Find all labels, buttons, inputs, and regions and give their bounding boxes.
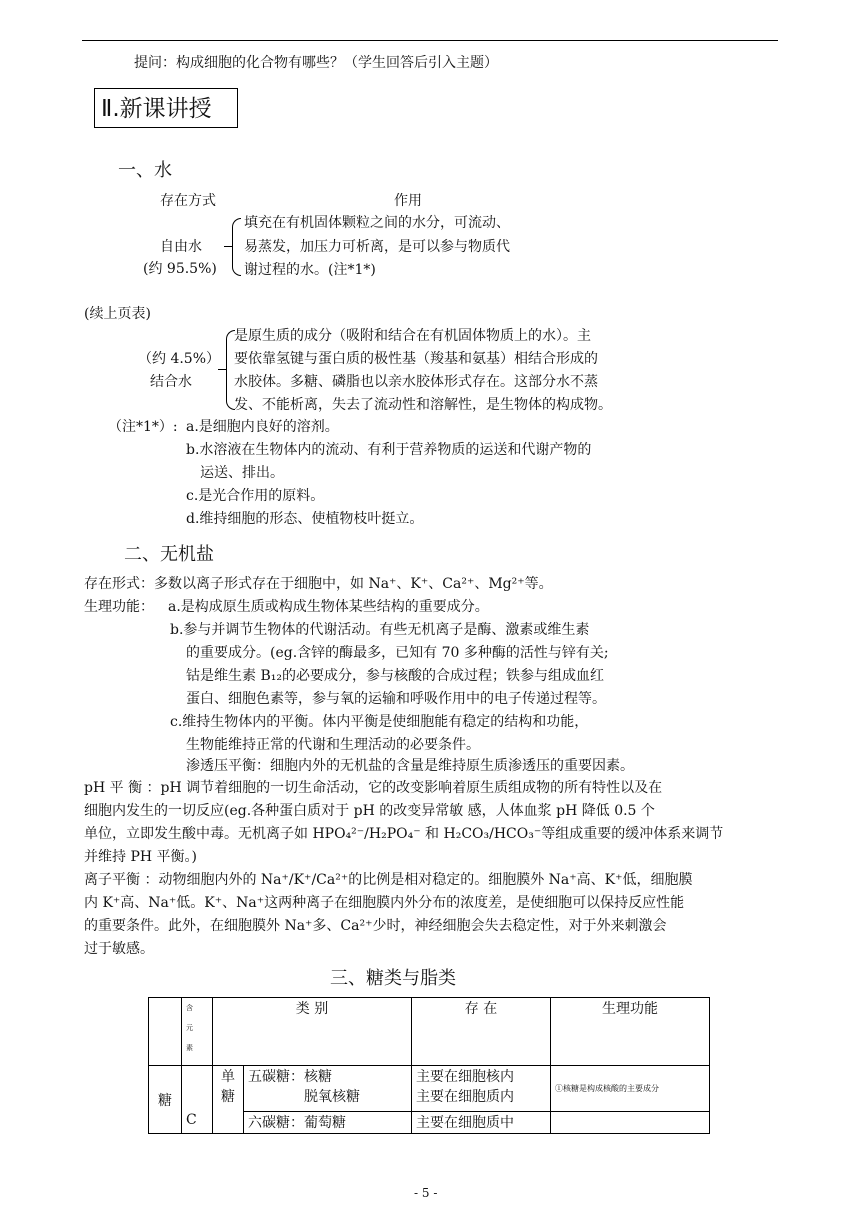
header-existence: 存 在 <box>412 998 551 1066</box>
pentose-function: ①核糖是构成核酸的主要成分 <box>551 1066 710 1112</box>
salt-function-label: 生理功能： <box>84 599 154 615</box>
salt-ph-3: 单位，立即发生酸中毒。无机离子如 HPO₄²⁻/H₂PO₄⁻ 和 H₂CO₃/HCO₃⁻等组成重要的缓冲体系来调节 <box>84 826 724 842</box>
bound-water-line-3: 水胶体。多糖、磷脂也以亲水胶体形式存在。这部分水不蒸 <box>234 374 598 390</box>
salt-func-b-1: b.参与并调节生物体的代谢活动。有些无机离子是酶、激素或维生素 <box>170 622 590 638</box>
free-water-line-1: 填充在有机固体颗粒之间的水分，可流动、 <box>244 215 510 231</box>
free-water-line-2: 易蒸发，加压力可析离，是可以参与物质代 <box>244 239 510 255</box>
free-water-name: 自由水 <box>160 239 202 255</box>
subgroup-char-2: 糖 <box>221 1089 235 1105</box>
element-c: C <box>182 1112 213 1134</box>
sugar-heading: 三、糖类与脂类 <box>330 968 456 989</box>
header-rule <box>82 40 778 41</box>
free-water-percent: (约 95.5%) <box>143 261 217 277</box>
salt-ion-1: 离子平衡 ：动物细胞内外的 Na⁺/K⁺/Ca²⁺的比例是相对稳定的。细胞膜外 Na⁺高、K⁺低，细胞膜 <box>84 872 693 888</box>
free-water-brace <box>232 218 241 276</box>
note-d: d.维持细胞的形态、使植物枝叶挺立。 <box>186 511 424 527</box>
salt-heading: 二、无机盐 <box>124 544 214 565</box>
note-label: （注*1*）: <box>108 419 178 435</box>
salt-func-c-1: c.维持生物体内的平衡。体内平衡是使细胞能有稳定的结构和功能， <box>170 714 589 730</box>
pentose-cell <box>244 1066 412 1112</box>
note-a: a.是细胞内良好的溶剂。 <box>186 419 339 435</box>
pentose-existence-cell <box>412 1066 551 1112</box>
salt-func-b-2: 的重要成分。(eg.含锌的酶最多，已知有 70 多种酶的活性与锌有关; <box>186 645 609 661</box>
header-elements-char-3: 素 <box>186 1044 193 1052</box>
salt-ph-1: pH 平 衡 ：pH 调节着细胞的一切生命活动，它的改变影响着原生质组成物的所有特性以及在 <box>84 780 663 796</box>
hexose-function <box>551 1112 710 1134</box>
element-spacer <box>182 1066 213 1112</box>
salt-ph-2: 细胞内发生的一切反应(eg.各种蛋白质对于 pH 的改变异常敏 感，人体血浆 pH 降低 0.5 个 <box>84 803 655 819</box>
salt-ion-3: 的重要条件。此外，在细胞膜外 Na⁺多、Ca²⁺少时，神经细胞会失去稳定性，对于外来刺激会 <box>84 918 667 934</box>
note-c: c.是光合作用的原料。 <box>186 488 325 504</box>
col-label-function: 作用 <box>394 193 422 209</box>
salt-func-c-2: 生物能维持正常的代谢和生理活动的必要条件。 <box>186 737 480 753</box>
page-number: - 5 - <box>414 1186 438 1200</box>
bound-water-name: 结合水 <box>150 374 192 390</box>
table-row-pentose <box>149 1066 710 1112</box>
bound-water-percent: （约 4.5%） <box>138 351 221 367</box>
pentose-existence-2: 主要在细胞质内 <box>416 1089 514 1105</box>
header-category: 类 别 <box>213 998 412 1066</box>
bound-water-line-1: 是原生质的成分（吸附和结合在有机固体物质上的水）。主 <box>234 328 591 344</box>
pentose-existence-1: 主要在细胞核内 <box>416 1069 514 1085</box>
salt-ion-4: 过于敏感。 <box>84 941 154 957</box>
subgroup-char-1: 单 <box>221 1069 235 1085</box>
table-header-row <box>149 998 710 1066</box>
sugar-lipid-table <box>148 997 710 1134</box>
salt-osmotic: 渗透压平衡：细胞内外的无机盐的含量是维持原生质渗透压的重要因素。 <box>186 758 634 774</box>
free-water-brace-tip <box>224 246 232 247</box>
col-label-existence: 存在方式 <box>160 193 216 209</box>
salt-func-b-4: 蛋白、细胞色素等，参与氧的运输和呼吸作用中的电子传递过程等。 <box>186 691 606 707</box>
salt-func-a: a.是构成原生质或构成生物体某些结构的重要成分。 <box>168 599 489 615</box>
pentose-label: 五碳糖：核糖 <box>248 1069 332 1085</box>
salt-ion-2: 内 K⁺高、Na⁺低。K⁺、Na⁺这两种离子在细胞膜内外分布的浓度差，是使细胞可以保持反应性能 <box>84 895 685 911</box>
bound-water-brace-tip <box>218 369 226 370</box>
salt-func-b-3: 钴是维生素 B₁₂的必要成分，参与核酸的合成过程；铁参与组成血红 <box>186 668 604 684</box>
salt-existence: 存在形式：多数以离子形式存在于细胞中，如 Na⁺、K⁺、Ca²⁺、Mg²⁺等。 <box>84 576 553 592</box>
header-function: 生理功能 <box>551 998 710 1066</box>
pentose-label-2: 脱氧核糖 <box>304 1089 360 1105</box>
subgroup-monosaccharide <box>213 1066 244 1134</box>
bound-water-line-4: 发、不能析离，失去了流动性和溶解性，是生物体的构成物。 <box>234 397 612 413</box>
note-b: b.水溶液在生物体内的流动、有利于营养物质的运送和代谢产物的 <box>186 442 592 458</box>
hexose-label: 六碳糖：葡萄糖 <box>244 1112 412 1134</box>
bound-water-line-2: 要依靠氢键与蛋白质的极性基（羧基和氨基）相结合形成的 <box>234 351 598 367</box>
salt-ph-4: 并维持 PH 平衡。) <box>84 849 197 865</box>
table-corner-cell <box>149 998 182 1066</box>
note-b-cont: 运送、排出。 <box>200 465 284 481</box>
header-elements <box>182 998 213 1066</box>
row-group-sugar: 糖 <box>149 1066 182 1134</box>
section-title-box: Ⅱ.新课讲授 <box>94 88 238 128</box>
header-elements-char-1: 含 <box>186 1004 193 1012</box>
continued-note: (续上页表) <box>84 306 151 322</box>
free-water-line-3: 谢过程的水。(注*1*) <box>244 262 376 278</box>
header-elements-char-2: 元 <box>186 1024 193 1032</box>
water-heading: 一、水 <box>118 160 172 181</box>
intro-question: 提问：构成细胞的化合物有哪些？（学生回答后引入主题） <box>134 55 498 71</box>
hexose-existence: 主要在细胞质中 <box>412 1112 551 1134</box>
